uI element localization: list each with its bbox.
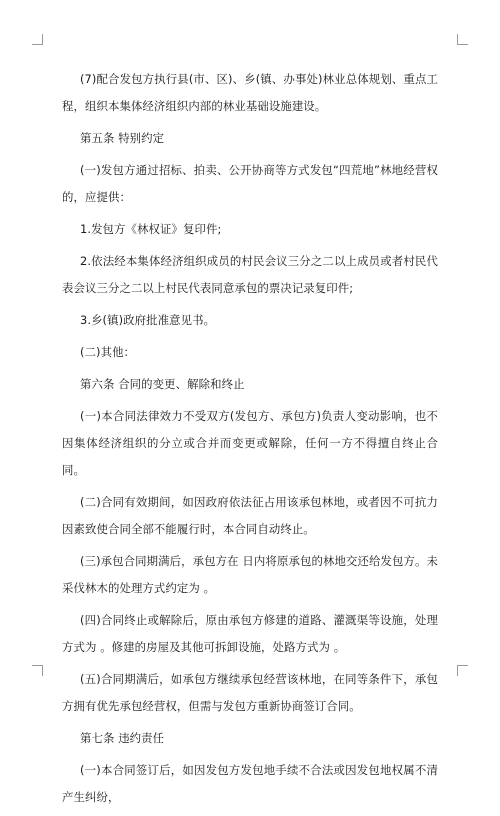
clause-4-item-7: (7)配合发包方执行县(市、区)、乡(镇、办事处)林业总体规划、重点工程，组织本集体经济组织内部的林业基础设施建设。: [62, 72, 438, 113]
article-5-subitem-3: 3.乡(镇)政府批准意见书。: [80, 313, 216, 327]
crop-mark-bottom-left: [32, 665, 43, 676]
crop-mark-top-left: [32, 34, 43, 45]
article-6-item-2: (二)合同有效期间，如因政府依法征占用该承包林地，或者因不可抗力因素致使合同全部不能履行时，本合同自动终止。: [62, 495, 438, 536]
article-6-item-3: (三)承包合同期满后，承包方在 日内将原承包的林地交还给发包方。未采伐林木的处理方式约定为 。: [62, 554, 438, 595]
article-5-subitem-1: 1.发包方《林权证》复印件;: [80, 222, 222, 236]
article-5-heading: 第五条 特别约定: [80, 131, 165, 145]
article-5-item-1: (一)发包方通过招标、拍卖、公开协商等方式发包“四荒地”林地经营权的，应提供：: [62, 163, 438, 204]
article-5-item-2: (二)其他：: [80, 345, 136, 359]
article-6-item-5: (五)合同期满后，如承包方继续承包经营该林地，在同等条件下，承包方拥有优先承包经营权，但需与发包方重新协商签订合同。: [62, 672, 438, 713]
crop-mark-bottom-right: [457, 665, 468, 676]
article-7-item-1: (一)本合同签订后，如因发包方发包地手续不合法或因发包地权属不清产生纠纷，: [62, 763, 438, 804]
article-5-subitem-2: 2.依法经本集体经济组织成员的村民会议三分之二以上成员或者村民代表会议三分之二以上村民代表同意承包的票决记录复印件;: [62, 254, 438, 295]
article-6-heading: 第六条 合同的变更、解除和终止: [80, 377, 245, 391]
article-7-heading: 第七条 违约责任: [80, 731, 165, 745]
article-6-item-1: (一)本合同法律效力不受双方(发包方、承包方)负责人变动影响，也不因集体经济组织的分立或合并而变更或解除，任何一方不得擅自终止合同。: [62, 409, 438, 477]
document-body: [62, 66, 438, 816]
article-6-item-4: (四)合同终止或解除后，原由承包方修建的道路、灌溉渠等设施，处理方式为 。修建的房屋及其他可拆卸设施，处路方式为 。: [62, 613, 438, 654]
crop-mark-top-right: [457, 34, 468, 45]
